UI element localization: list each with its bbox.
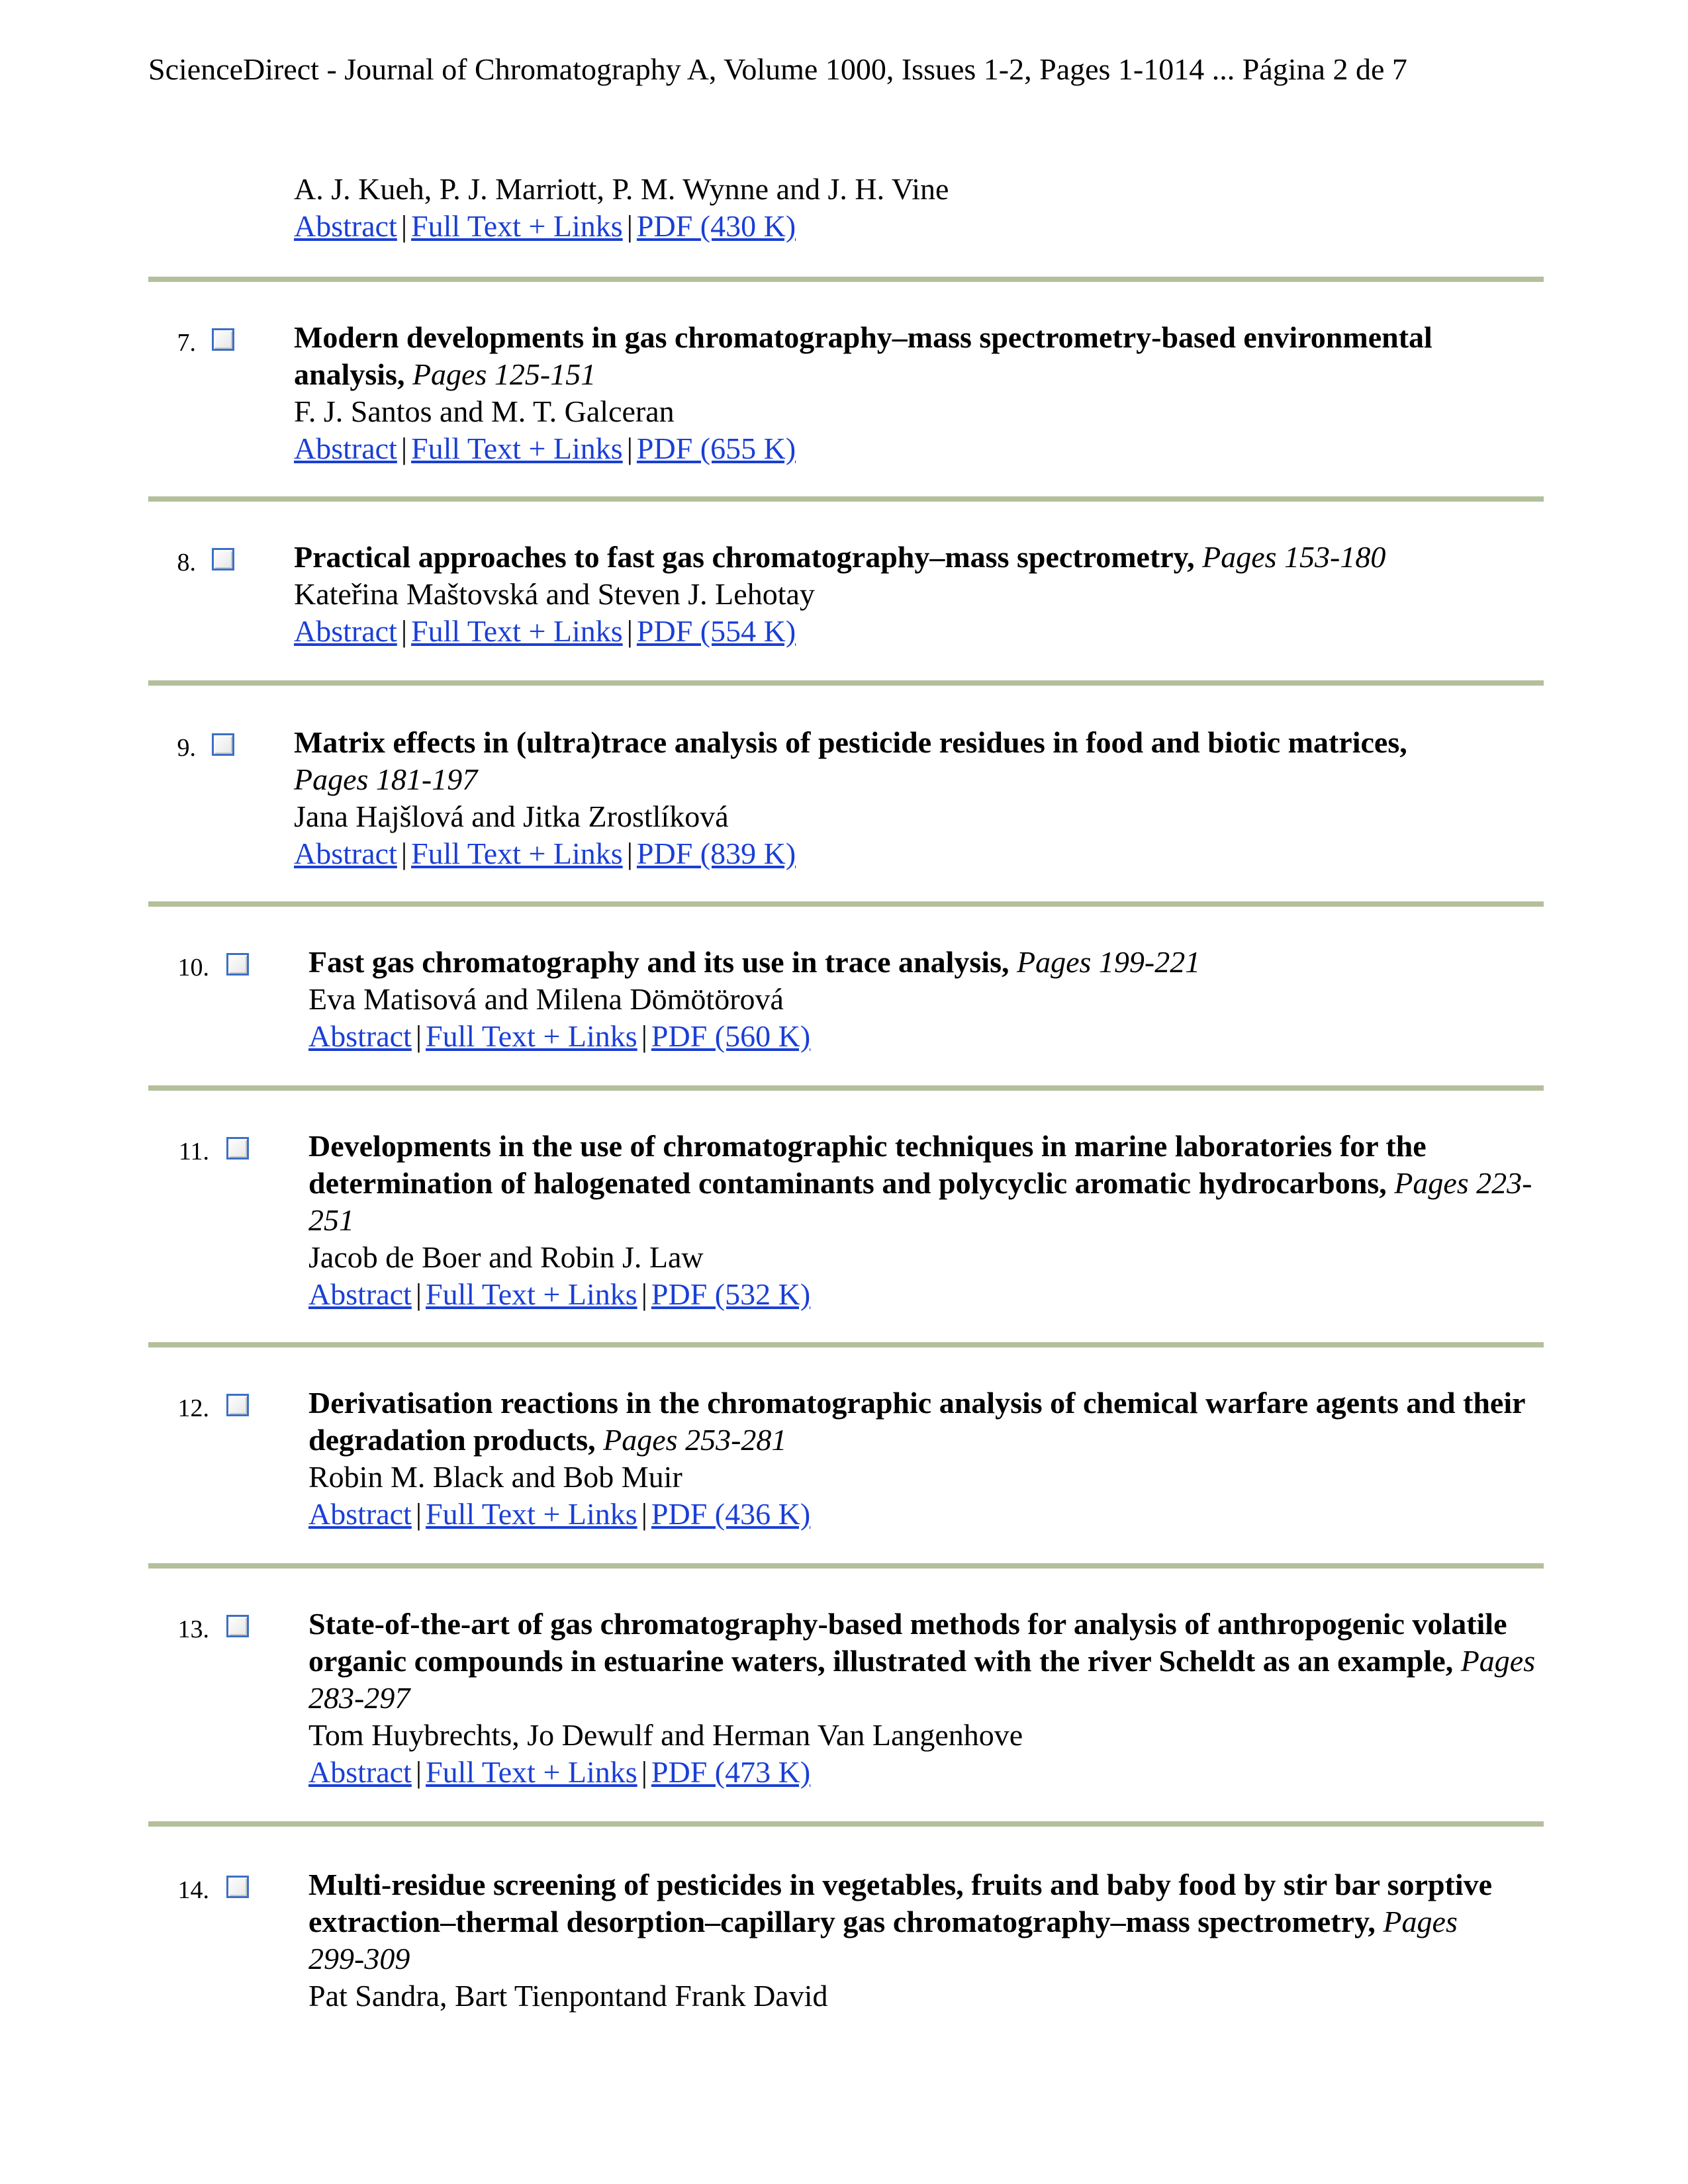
article-body <box>308 944 1546 1055</box>
article-select-checkbox[interactable] <box>226 1876 249 1898</box>
article-authors: Tom Huybrechts, Jo Dewulf and Herman Van Langenhove <box>308 1718 1023 1752</box>
abstract-link[interactable]: Abstract <box>308 1755 412 1789</box>
article-title: Fast gas chromatography and its use in trace analysis, <box>308 945 1009 979</box>
article-authors: Pat Sandra, Bart Tienpontand Frank David <box>308 1979 828 2013</box>
full-text-link[interactable]: Full Text + Links <box>411 432 623 465</box>
article-select-checkbox[interactable] <box>212 733 234 756</box>
article-select-checkbox[interactable] <box>212 328 234 351</box>
article-title: Derivatisation reactions in the chromatographic analysis of chemical warfare agents and their degradation products, <box>308 1386 1525 1457</box>
article-pages: Pages 153-180 <box>1202 540 1386 574</box>
article-links <box>294 835 1485 872</box>
article-authors: Robin M. Black and Bob Muir <box>308 1460 682 1494</box>
link-separator: | <box>400 209 408 243</box>
article-select-checkbox[interactable] <box>226 1394 249 1416</box>
divider <box>148 1085 1544 1091</box>
article-body <box>308 1866 1513 2015</box>
full-text-link[interactable]: Full Text + Links <box>411 837 623 870</box>
article-body <box>308 1128 1540 1313</box>
link-separator: | <box>626 837 633 870</box>
link-separator: | <box>641 1277 647 1311</box>
link-separator: | <box>626 209 633 243</box>
divider <box>148 1563 1544 1569</box>
abstract-link[interactable]: Abstract <box>294 614 397 648</box>
article-number: 12. <box>177 1394 209 1422</box>
article-links <box>294 430 1532 467</box>
article-body <box>294 539 1552 650</box>
article-pages: Pages 125-151 <box>412 357 596 391</box>
abstract-link[interactable]: Abstract <box>294 209 397 243</box>
pdf-link[interactable]: PDF (532 K) <box>651 1277 811 1311</box>
full-text-link[interactable]: Full Text + Links <box>411 209 623 243</box>
abstract-link[interactable]: Abstract <box>308 1497 412 1531</box>
article-title: Modern developments in gas chromatography–mass spectrometry-based environmental analysis, <box>294 320 1432 391</box>
divider <box>148 680 1544 686</box>
article-select-checkbox[interactable] <box>226 1137 249 1160</box>
full-text-link[interactable]: Full Text + Links <box>411 614 623 648</box>
pdf-link[interactable]: PDF (430 K) <box>636 209 796 243</box>
article-authors: Jana Hajšlová and Jitka Zrostlíková <box>294 799 729 833</box>
article-links <box>308 1496 1540 1533</box>
article-body <box>308 1606 1540 1791</box>
link-separator: | <box>641 1755 647 1789</box>
article-authors: Eva Matisová and Milena Dömötörová <box>308 982 784 1016</box>
article-title: State-of-the-art of gas chromatography-based methods for analysis of anthropogenic volatile organic compounds in estuarine waters, illustrated with the river Scheldt as an example, <box>308 1607 1507 1678</box>
link-separator: | <box>400 432 408 465</box>
article-title: Developments in the use of chromatographic techniques in marine laboratories for the determination of halogenated contaminants and polycyclic aromatic hydrocarbons, <box>308 1129 1427 1200</box>
continued-entry-body <box>294 171 1532 245</box>
full-text-link[interactable]: Full Text + Links <box>426 1755 637 1789</box>
article-pages: Pages 223-251 <box>308 1166 1532 1237</box>
article-pages: Pages 299-309 <box>308 1905 1458 1976</box>
link-separator: | <box>415 1019 422 1053</box>
abstract-link[interactable]: Abstract <box>294 837 397 870</box>
article-authors: A. J. Kueh, P. J. Marriott, P. M. Wynne and J. H. Vine <box>294 172 949 206</box>
article-number: 8. <box>177 549 196 576</box>
article-select-checkbox[interactable] <box>226 953 249 976</box>
article-number: 13. <box>177 1615 209 1643</box>
link-separator: | <box>415 1755 422 1789</box>
article-body <box>294 724 1485 872</box>
article-pages: Pages 181-197 <box>294 762 478 796</box>
divider <box>148 901 1544 907</box>
pdf-link[interactable]: PDF (560 K) <box>651 1019 811 1053</box>
pdf-link[interactable]: PDF (473 K) <box>651 1755 811 1789</box>
full-text-link[interactable]: Full Text + Links <box>426 1497 637 1531</box>
link-separator: | <box>641 1497 647 1531</box>
article-select-checkbox[interactable] <box>212 548 234 570</box>
full-text-link[interactable]: Full Text + Links <box>426 1019 637 1053</box>
full-text-link[interactable]: Full Text + Links <box>426 1277 637 1311</box>
article-pages: Pages 283-297 <box>308 1644 1536 1715</box>
article-title: Matrix effects in (ultra)trace analysis of pesticide residues in food and biotic matrices, <box>294 725 1407 759</box>
article-authors: Kateřina Maštovská and Steven J. Lehotay <box>294 577 815 611</box>
page-header: ScienceDirect - Journal of Chromatography A, Volume 1000, Issues 1-2, Pages 1-1014 ... Página 2 de 7 <box>148 52 1407 86</box>
link-separator: | <box>400 614 408 648</box>
divider <box>148 496 1544 502</box>
article-authors: F. J. Santos and M. T. Galceran <box>294 394 675 428</box>
link-separator: | <box>400 837 408 870</box>
pdf-link[interactable]: PDF (436 K) <box>651 1497 811 1531</box>
pdf-link[interactable]: PDF (554 K) <box>636 614 796 648</box>
article-title: Multi-residue screening of pesticides in vegetables, fruits and baby food by stir bar sorptive extraction–thermal desorption–capillary gas chromatography–mass spectrometry, <box>308 1868 1493 1938</box>
abstract-link[interactable]: Abstract <box>308 1277 412 1311</box>
article-links <box>308 1276 1540 1313</box>
article-body <box>294 319 1532 467</box>
link-separator: | <box>626 432 633 465</box>
divider <box>148 1342 1544 1347</box>
article-links <box>308 1754 1540 1791</box>
article-links <box>294 208 1532 245</box>
article-title: Practical approaches to fast gas chromatography–mass spectrometry, <box>294 540 1195 574</box>
link-separator: | <box>626 614 633 648</box>
article-number: 11. <box>178 1138 209 1165</box>
abstract-link[interactable]: Abstract <box>308 1019 412 1053</box>
link-separator: | <box>415 1277 422 1311</box>
link-separator: | <box>415 1497 422 1531</box>
article-authors: Jacob de Boer and Robin J. Law <box>308 1240 704 1274</box>
article-body <box>308 1385 1540 1533</box>
pdf-link[interactable]: PDF (839 K) <box>636 837 796 870</box>
article-number: 9. <box>177 734 196 762</box>
pdf-link[interactable]: PDF (655 K) <box>636 432 796 465</box>
divider <box>148 277 1544 282</box>
article-links <box>294 613 1552 650</box>
article-number: 10. <box>177 954 209 981</box>
link-separator: | <box>641 1019 647 1053</box>
abstract-link[interactable]: Abstract <box>294 432 397 465</box>
article-links <box>308 1018 1546 1055</box>
article-number: 14. <box>177 1876 209 1904</box>
article-pages: Pages 199-221 <box>1016 945 1201 979</box>
article-select-checkbox[interactable] <box>226 1615 249 1637</box>
article-number: 7. <box>177 329 196 357</box>
divider <box>148 1821 1544 1827</box>
article-pages: Pages 253-281 <box>603 1423 787 1457</box>
